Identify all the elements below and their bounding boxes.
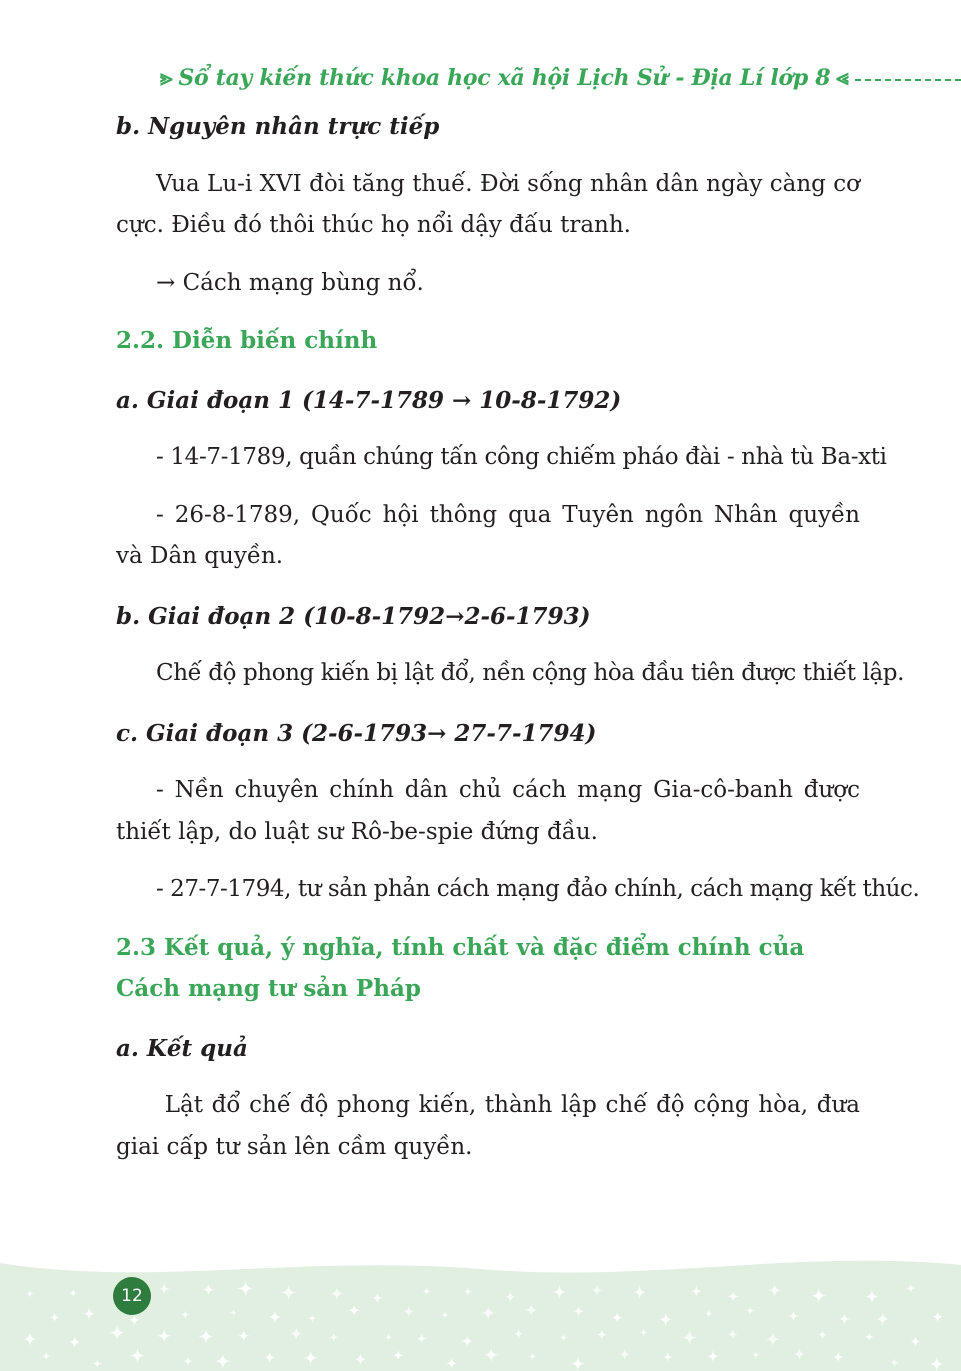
paragraph-stage-3-event-1: - Nền chuyên chính dân chủ cách mạng Gia-cô-banh được thiết lập, do luật sư Rô-be-spie đứng đầu. bbox=[116, 777, 860, 845]
paragraph-stage-3-event-2: - 27-7-1794, tư sản phản cách mạng đảo chính, cách mạng kết thúc. bbox=[156, 876, 920, 902]
running-header-title: Sổ tay kiến thức khoa học xã hội Lịch Sử - Địa Lí lớp 8 bbox=[178, 65, 831, 91]
page-number-badge: 12 bbox=[113, 1277, 151, 1315]
paragraph-results: Lật đổ chế độ phong kiến, thành lập chế độ cộng hòa, đưa giai cấp tư sản lên cầm quyền. bbox=[116, 1092, 868, 1160]
heading-direct-cause: b. Nguyên nhân trực tiếp bbox=[116, 113, 440, 140]
paragraph-stage-1-event-1: - 14-7-1789, quần chúng tấn công chiếm pháo đài - nhà tù Ba-xti bbox=[156, 444, 887, 470]
paragraph-revolution-erupts: → Cách mạng bùng nổ. bbox=[156, 269, 424, 296]
header-dashed-rule bbox=[855, 79, 961, 81]
page-content bbox=[116, 104, 920, 1168]
section-heading-main-events: 2.2. Diễn biến chính bbox=[116, 327, 378, 354]
heading-stage-3: c. Giai đoạn 3 (2-6-1793→ 27-7-1794) bbox=[116, 719, 597, 747]
section-heading-results: 2.3 Kết quả, ý nghĩa, tính chất và đặc điểm chính của Cách mạng tư sản Pháp bbox=[116, 933, 805, 1002]
paragraph-stage-1-event-2: - 26-8-1789, Quốc hội thông qua Tuyên ngôn Nhân quyền và Dân quyền. bbox=[116, 501, 860, 569]
heading-results: a. Kết quả bbox=[116, 1034, 248, 1062]
paragraph-stage-2: Chế độ phong kiến bị lật đổ, nền cộng hòa đầu tiên được thiết lập. bbox=[156, 660, 904, 686]
running-header bbox=[160, 60, 961, 96]
header-right-arrow-icon: ⪡ bbox=[836, 65, 849, 91]
paragraph-direct-cause: Vua Lu-i XVI đòi tăng thuế. Đời sống nhân dân ngày càng cơ cực. Điều đó thôi thúc họ nổi dậy đấu tranh. bbox=[116, 170, 860, 238]
footer-wave-background bbox=[0, 1261, 961, 1371]
heading-stage-1: a. Giai đoạn 1 (14-7-1789 → 10-8-1792) bbox=[116, 386, 622, 414]
heading-stage-2: b. Giai đoạn 2 (10-8-1792→2-6-1793) bbox=[116, 602, 591, 630]
header-left-arrow-icon: ⪢ bbox=[160, 65, 173, 91]
